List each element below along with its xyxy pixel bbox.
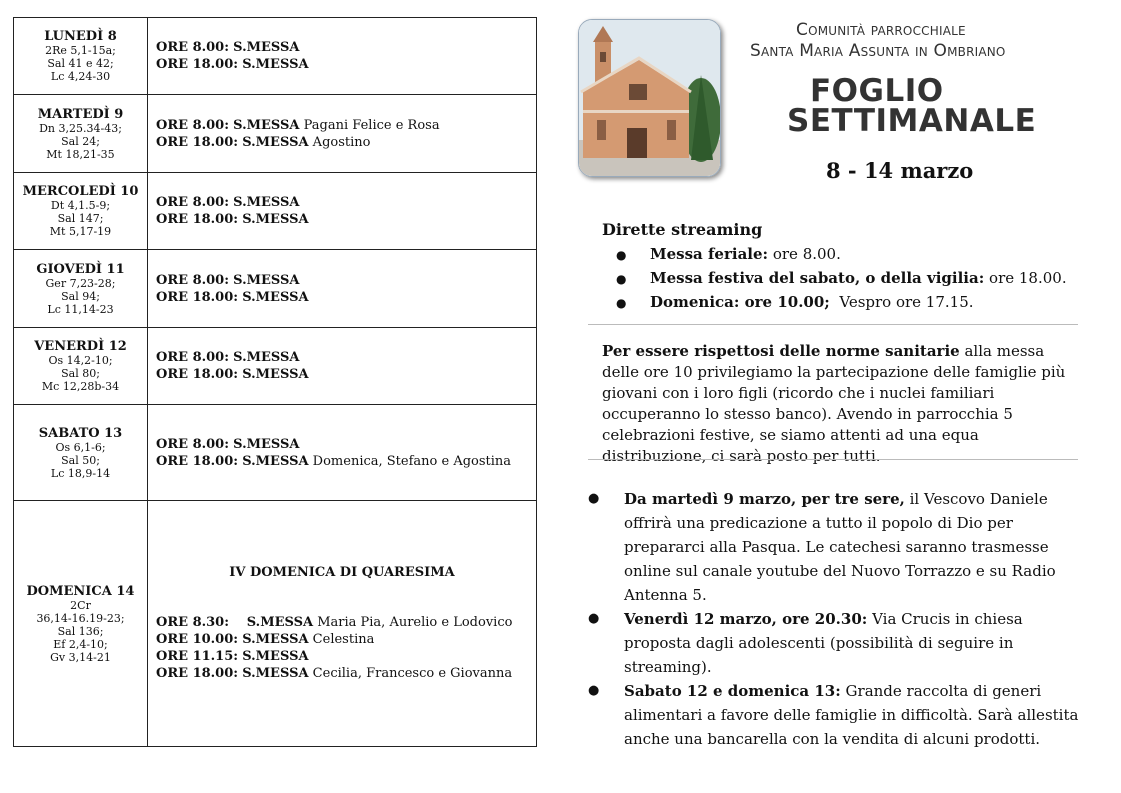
mass-intention: Agostino xyxy=(308,134,371,150)
mass-label: S.MESSA xyxy=(233,40,300,55)
notice-item: ● Venerdì 12 marzo, ore 20.30: Via Crucis in chiesa proposta dagli adolescenti (possibilità di seguire in streaming). xyxy=(588,610,1023,676)
mass-label: S.MESSA xyxy=(233,350,300,365)
mass-line xyxy=(156,349,536,366)
day-row xyxy=(14,173,537,250)
mass-label: S.MESSA xyxy=(242,289,309,305)
masses-cell xyxy=(148,328,537,405)
reading: Dn 3,25.34-43; xyxy=(39,121,122,135)
masses-cell xyxy=(148,95,537,173)
mass-label: S.MESSA xyxy=(242,632,309,647)
mass-time: ORE 18.00: xyxy=(156,134,239,150)
mass-label: S.MESSA xyxy=(242,212,309,227)
masses-cell xyxy=(148,405,537,501)
notice-text: il Vescovo Daniele offrirà una predicazione a tutto il popolo di Dio per prepararci alla Pasqua. Le catechesi saranno trasmesse online sul canale youtube del Nuovo Torrazzo e su Radio Antenna 5. xyxy=(624,490,1056,604)
mass-time: ORE 11.15: xyxy=(156,649,239,664)
day-cell xyxy=(14,405,148,501)
mass-time: ORE 8.00: xyxy=(156,272,230,288)
masses-cell xyxy=(148,18,537,95)
mass-line xyxy=(156,56,536,73)
mass-label: S.MESSA xyxy=(233,195,300,210)
reading: Mc 12,28b-34 xyxy=(41,380,120,393)
mass-label: S.MESSA xyxy=(242,453,309,469)
schedule-body xyxy=(14,18,537,747)
day-cell xyxy=(14,328,148,405)
mass-time: ORE 18.00: xyxy=(156,666,239,681)
mass-label: S.MESSA xyxy=(242,666,309,681)
sunday-title: IV DOMENICA DI QUARESIMA xyxy=(229,565,455,580)
mass-time: ORE 8.00: xyxy=(156,436,230,452)
mass-label: S.MESSA xyxy=(242,134,309,150)
masses-cell xyxy=(148,501,537,747)
mass-line xyxy=(156,211,536,228)
notice-text: Grande raccolta di generi alimentari a favore delle famiglie in difficoltà. Sarà allestita anche una bancarella con la vendita di alcuni prodotti. xyxy=(624,682,1079,748)
parish-name-line2: Santa Maria Assunta in Ombriano xyxy=(750,41,1006,61)
day-name: LUNEDÌ 8 xyxy=(44,29,117,44)
mass-line xyxy=(156,648,536,665)
day-cell xyxy=(14,18,148,95)
streaming-title: Dirette streaming xyxy=(602,220,763,239)
mass-time: ORE 18.00: xyxy=(156,289,239,305)
mass-time: ORE 18.00: xyxy=(156,212,239,227)
streaming-item: ● Messa festiva del sabato, o della vigilia: ore 18.00. xyxy=(616,269,1067,287)
masses-cell xyxy=(148,173,537,250)
mass-time: ORE 18.00: xyxy=(156,367,239,382)
mass-time: ORE 8.00: xyxy=(156,117,230,133)
notices-list xyxy=(588,487,1093,751)
day-cell xyxy=(14,95,148,173)
title-line2: SETTIMANALE xyxy=(787,103,1037,139)
mass-line xyxy=(156,134,536,151)
day-cell xyxy=(14,250,148,328)
church-photo xyxy=(578,19,721,177)
streaming-item-bold: Messa feriale: xyxy=(650,245,769,263)
streaming-item: ● Domenica: ore 10.00; Vespro ore 17.15. xyxy=(616,293,974,311)
reading: Sal 24; xyxy=(61,134,100,148)
day-row xyxy=(14,405,537,501)
reading: Os 6,1-6; xyxy=(55,440,106,454)
notice-item: ● Sabato 12 e domenica 13: Grande raccolta di generi alimentari a favore delle famiglie in difficoltà. Sarà allestita anche una bancarella con la vendita di alcuni prodotti. xyxy=(588,682,1079,748)
notice-bold: Sabato 12 e domenica 13: xyxy=(624,682,841,700)
sanitary-notice-bold: Per essere rispettosi delle norme sanitarie xyxy=(602,342,960,360)
streaming-item-text: Vespro ore 17.15. xyxy=(829,293,974,311)
day-row xyxy=(14,18,537,95)
masses-cell xyxy=(148,250,537,328)
reading: Ef 2,4-10; xyxy=(53,637,108,651)
mass-line xyxy=(156,194,536,211)
reading: 36,14-16.19-23; xyxy=(36,611,125,625)
streaming-item-bold: Domenica: ore 10.00; xyxy=(650,293,830,311)
day-row xyxy=(14,250,537,328)
mass-label: S.MESSA xyxy=(233,436,300,452)
reading: 2Re 5,1-15a; xyxy=(45,44,116,57)
mass-line xyxy=(156,614,536,631)
sanitary-notice xyxy=(602,341,1072,467)
mass-time: ORE 8.00: xyxy=(156,40,230,55)
mass-time: ORE 18.00: xyxy=(156,453,239,469)
day-name: GIOVEDÌ 11 xyxy=(36,261,125,277)
reading: Sal 50; xyxy=(61,453,100,467)
reading: Sal 41 e 42; xyxy=(47,57,114,70)
notice-bold: Venerdì 12 marzo, ore 20.30: xyxy=(624,610,868,628)
reading: Lc 11,14-23 xyxy=(47,302,114,316)
reading: Mt 18,21-35 xyxy=(46,147,115,161)
day-cell xyxy=(14,173,148,250)
mass-line xyxy=(156,436,536,453)
reading: Mt 5,17-19 xyxy=(49,225,112,238)
streaming-item: ● Messa feriale: ore 8.00. xyxy=(616,245,841,263)
mass-intention: Cecilia, Francesco e Giovanna xyxy=(308,666,513,681)
divider xyxy=(588,459,1078,460)
reading: Gv 3,14-21 xyxy=(50,650,111,664)
day-name: MARTEDÌ 9 xyxy=(37,106,124,122)
mass-time: ORE 8.30: xyxy=(156,615,243,630)
reading: Lc 4,24-30 xyxy=(50,70,111,83)
mass-line xyxy=(156,272,536,289)
sanitary-notice-text: alla messa delle ore 10 privilegiamo la partecipazione delle famiglie più giovani con i loro figli (ricordo che i nuclei familiari occuperanno lo stesso banco). Avendo in parrocchia 5 celebrazioni festive, se siamo attenti ad una equa distribuzione, ci sarà posto per tutti. xyxy=(602,342,1066,465)
mass-intention: Maria Pia, Aurelio e Lodovico xyxy=(313,615,513,630)
reading: 2Cr xyxy=(70,598,91,612)
mass-line xyxy=(156,366,536,383)
day-row xyxy=(14,95,537,173)
reading: Sal 147; xyxy=(57,212,104,225)
mass-line xyxy=(156,39,536,56)
week-dates: 8 - 14 marzo xyxy=(826,158,974,183)
church-illustration xyxy=(579,20,720,176)
day-name: MERCOLEDÌ 10 xyxy=(22,184,139,199)
mass-line xyxy=(156,117,536,134)
mass-line xyxy=(156,289,536,306)
divider xyxy=(588,324,1078,325)
sunday-row xyxy=(14,501,537,747)
streaming-item-bold: Messa festiva del sabato, o della vigilia: xyxy=(650,269,985,287)
streaming-item-text: ore 8.00. xyxy=(768,245,841,263)
streaming-list xyxy=(616,243,1067,315)
reading: Ger 7,23-28; xyxy=(45,276,116,290)
mass-line xyxy=(156,453,536,470)
day-name: VENERDÌ 12 xyxy=(34,339,127,354)
day-name: SABATO 13 xyxy=(38,425,123,441)
day-row xyxy=(14,328,537,405)
reading: Sal 94; xyxy=(61,289,100,303)
notice-bold: Da martedì 9 marzo, per tre sere, xyxy=(624,490,905,508)
reading: Sal 136; xyxy=(57,624,104,638)
reading: Os 14,2-10; xyxy=(48,354,113,367)
title-line1: FOGLIO xyxy=(810,73,944,109)
notice-item: ● Da martedì 9 marzo, per tre sere, il Vescovo Daniele offrirà una predicazione a tutto il popolo di Dio per prepararci alla Pasqua. Le catechesi saranno trasmesse online sul canale youtube del Nuovo Torrazzo e su Radio Antenna 5. xyxy=(588,490,1056,604)
mass-intention: Domenica, Stefano e Agostina xyxy=(308,453,512,469)
reading: Dt 4,1.5-9; xyxy=(50,199,111,212)
day-name: DOMENICA 14 xyxy=(26,583,135,599)
mass-line xyxy=(156,631,536,648)
mass-intention: Pagani Felice e Rosa xyxy=(299,117,440,133)
mass-label: S.MESSA xyxy=(242,649,309,664)
mass-label: S.MESSA xyxy=(233,272,300,288)
mass-time: ORE 10.00: xyxy=(156,632,239,647)
mass-intention: Celestina xyxy=(308,632,375,647)
parish-name-line1: Comunità parrocchiale xyxy=(796,20,966,40)
reading: Sal 80; xyxy=(61,367,100,380)
mass-label: S.MESSA xyxy=(242,57,309,72)
mass-line xyxy=(156,665,536,682)
mass-time: ORE 8.00: xyxy=(156,195,230,210)
mass-schedule-table xyxy=(13,17,537,747)
mass-label: S.MESSA xyxy=(233,117,300,133)
mass-label: S.MESSA xyxy=(242,367,309,382)
day-cell xyxy=(14,501,148,747)
mass-label: S.MESSA xyxy=(246,615,314,630)
streaming-item-text: ore 18.00. xyxy=(984,269,1067,287)
notice-text: Via Crucis in chiesa proposta dagli adolescenti (possibilità di seguire in streaming). xyxy=(624,610,1023,676)
reading: Lc 18,9-14 xyxy=(50,466,111,480)
mass-time: ORE 8.00: xyxy=(156,350,230,365)
mass-time: ORE 18.00: xyxy=(156,57,239,72)
